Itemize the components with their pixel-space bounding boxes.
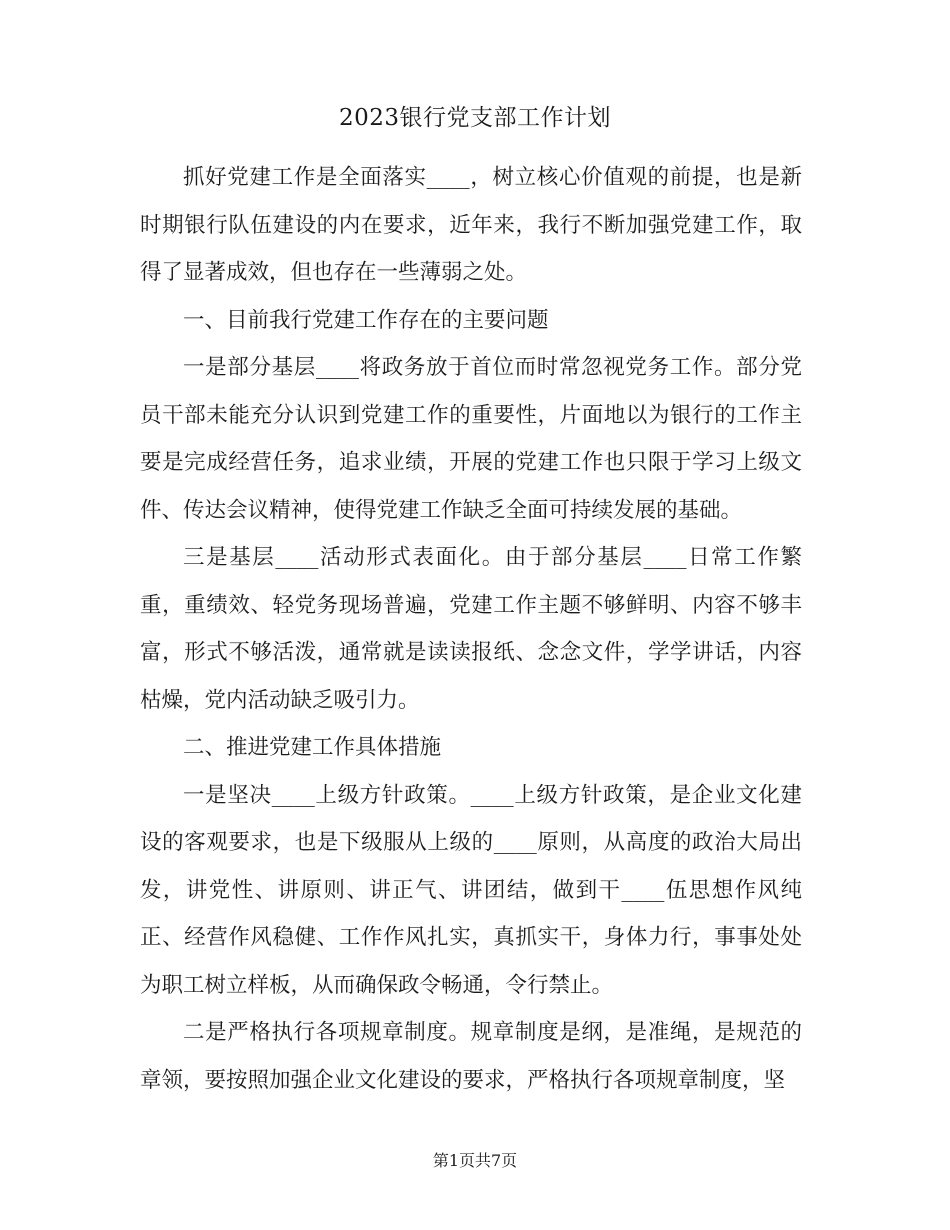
section-heading-problems: 一、目前我行党建工作存在的主要问题: [183, 307, 549, 333]
paragraph-intro: 抓好党建工作是全面落实____，树立核心价值观的前提，也是新时期银行队伍建设的内在要求，近年来，我行不断加强党建工作，取得了显著成效，但也存在一些薄弱之处。: [140, 165, 802, 285]
page-number-footer: 第1页共7页: [432, 1151, 518, 1170]
paragraph-measure-1: 一是坚决____上级方针政策。____上级方针政策，是企业文化建设的客观要求，也是下级服从上级的____原则，从高度的政治大局出发，讲党性、讲原则、讲正气、讲团结，做到干____伍思想作风纯正、经营作风稳健、工作作风扎实，真抓实干，身体力行，事事处处为职工树立样板，从而确保政令畅通，令行禁止。: [140, 782, 802, 998]
paragraph-problem-1: 一是部分基层____将政务放于首位而时常忽视党务工作。部分党员干部未能充分认识到党建工作的重要性，片面地以为银行的工作主要是完成经营任务，追求业绩，开展的党建工作也只限于学习上级文件、传达会议精神，使得党建工作缺乏全面可持续发展的基础。: [140, 355, 802, 523]
document-body: [140, 154, 802, 1104]
section-heading-measures: 二、推进党建工作具体措施: [183, 735, 442, 760]
document-title: 2023银行党支部工作计划: [338, 105, 612, 131]
paragraph-problem-3: 三是基层____活动形式表面化。由于部分基层____日常工作繁重，重绩效、轻党务现场普遍，党建工作主题不够鲜明、内容不够丰富，形式不够活泼，通常就是读读报纸、念念文件，学学讲话，内容枯燥，党内活动缺乏吸引力。: [140, 545, 802, 713]
paragraph-measure-2: 二是严格执行各项规章制度。规章制度是纲，是准绳，是规范的章领，要按照加强企业文化建设的要求，严格执行各项规章制度，坚: [140, 1020, 802, 1093]
